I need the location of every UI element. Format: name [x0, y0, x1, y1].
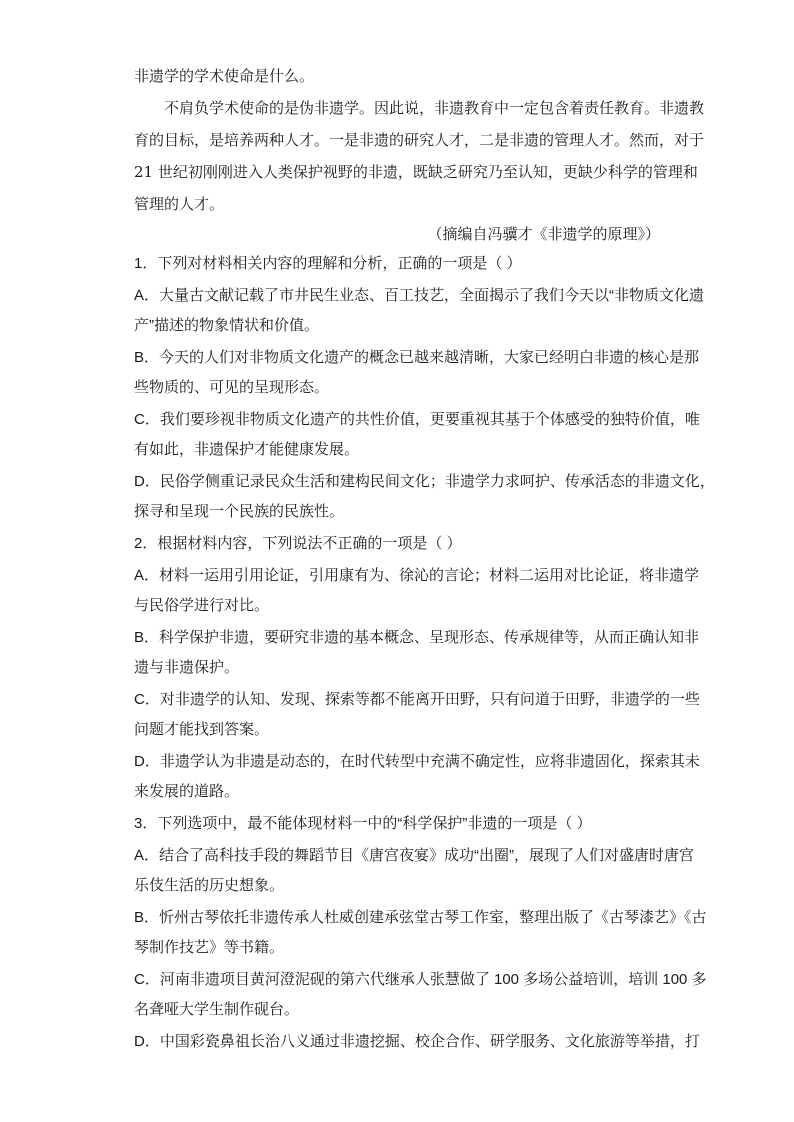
option-line: D．中国彩瓷鼻祖长治八义通过非遗挖掘、校企合作、研学服务、文化旅游等举措，打 [134, 1033, 700, 1050]
question-stem: 2．根据材料内容，下列说法不正确的一项是（ ） [134, 535, 462, 552]
option-line: 产”描述的物象情状和价值。 [134, 317, 319, 334]
passage-line: 管理的人才。 [134, 195, 225, 213]
question-stem: 3．下列选项中，最不能体现材料一中的“科学保护”非遗的一项是（ ） [134, 815, 592, 832]
passage-source: （摘编自冯骥才《非遗学的原理》） [427, 225, 660, 243]
passage-line: 育的目标，是培养两种人才。一是非遗的研究人才，二是非遗的管理人才。然而，对于 [134, 131, 705, 149]
option-line: 来发展的道路。 [134, 783, 240, 800]
option-line: B．今天的人们对非物质文化遗产的概念已越来越清晰，大家已经明白非遗的核心是那 [134, 349, 700, 366]
option-line: B．忻州古琴依托非遗传承人杜威创建承弦堂古琴工作室，整理出版了《古琴漆艺》《古 [134, 909, 707, 926]
option-line: C．我们要珍视非物质文化遗产的共性价值，更要重视其基于个体感受的独特价值，唯 [134, 411, 700, 428]
option-line: 探寻和呈现一个民族的民族性。 [134, 503, 345, 520]
question-stem: 1．下列对材料相关内容的理解和分析，正确的一项是（ ） [134, 255, 522, 272]
option-line: D．民俗学侧重记录民众生活和建构民间文化；非遗学力求呵护、传承活态的非遗文化， [134, 473, 715, 490]
option-line: A．结合了高科技手段的舞蹈节目《唐宫夜宴》成功“出圈”，展现了人们对盛唐时唐宫 [134, 847, 694, 864]
option-line: 与民俗学进行对比。 [134, 597, 270, 614]
passage-line: 不肩负学术使命的是伪非遗学。因此说，非遗教育中一定包含着责任教育。非遗教 [164, 99, 705, 117]
option-line: D．非遗学认为非遗是动态的，在时代转型中充满不确定性，应将非遗固化，探索其未 [134, 753, 700, 770]
option-line: 名聋哑大学生制作砚台。 [134, 1001, 300, 1018]
option-line: 有如此，非遗保护才能健康发展。 [134, 441, 360, 458]
passage-line: 21 世纪初刚刚进入人类保护视野的非遗，既缺乏研究乃至认知，更缺少科学的管理和 [134, 163, 698, 181]
option-line: 乐伎生活的历史想象。 [134, 877, 285, 894]
option-line: C．对非遗学的认知、发现、探索等都不能离开田野，只有问道于田野，非遗学的一些 [134, 691, 700, 708]
option-line: 些物质的、可见的呈现形态。 [134, 379, 330, 396]
option-line: A．大量古文献记载了市井民生业态、百工技艺，全面揭示了我们今天以“非物质文化遗 [134, 287, 705, 304]
option-line: B．科学保护非遗，要研究非遗的基本概念、呈现形态、传承规律等，从而正确认知非 [134, 629, 700, 646]
option-line: 琴制作技艺》等书籍。 [134, 939, 285, 956]
option-line: A．材料一运用引用论证，引用康有为、徐沁的言论；材料二运用对比论证，将非遗学 [134, 567, 700, 584]
option-line: C．河南非遗项目黄河澄泥砚的第六代继承人张慧做了 100 多场公益培训，培训 100 多 [134, 971, 707, 988]
option-line: 遗与非遗保护。 [134, 659, 240, 676]
passage-line: 非遗学的学术使命是什么。 [134, 67, 315, 85]
option-line: 问题才能找到答案。 [134, 721, 270, 738]
